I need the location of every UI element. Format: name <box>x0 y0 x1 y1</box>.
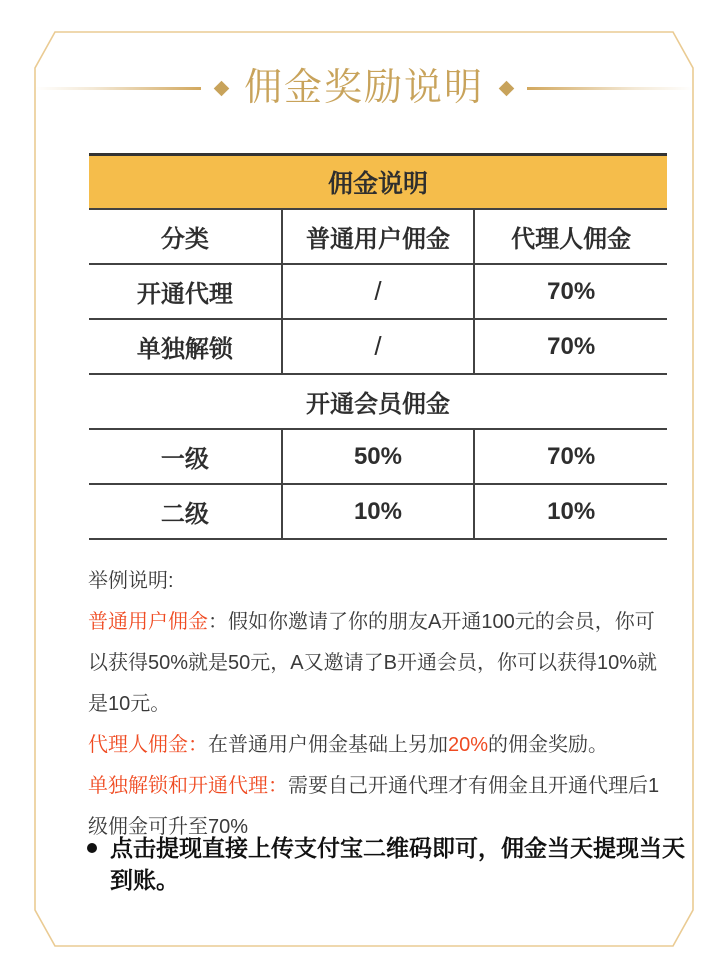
col-header-normal-user: 普通用户佣金 <box>282 209 475 264</box>
table-row <box>89 429 667 484</box>
withdraw-note <box>87 832 687 896</box>
title-divider-right <box>527 87 693 90</box>
row-open-agent-normal: / <box>282 264 475 319</box>
table-row <box>89 264 667 319</box>
row-level2-label: 二级 <box>89 484 282 539</box>
col-header-category: 分类 <box>89 209 282 264</box>
row-level2-agent: 10% <box>547 497 596 525</box>
row-open-agent-agent: 70% <box>547 277 596 305</box>
example-agent-text1: 在普通用户佣金基础上另加 <box>208 734 448 756</box>
commission-table <box>89 153 667 540</box>
examples-heading: 举例说明: <box>88 570 174 592</box>
table-row <box>89 319 667 374</box>
example-agent <box>88 725 672 766</box>
example-normal-user-colon: ： <box>208 611 228 633</box>
row-open-agent-label: 开通代理 <box>89 264 282 319</box>
title-divider-left <box>35 87 201 90</box>
section-header-row <box>89 374 667 429</box>
table-row <box>89 484 667 539</box>
row-unlock-normal: / <box>282 319 475 374</box>
row-unlock-agent: 70% <box>547 332 596 360</box>
diamond-icon <box>499 80 515 96</box>
row-level1-agent: 70% <box>547 442 596 470</box>
example-unlock-text: 需要自己开通代理才有佣金且开通代理后1级佣金可升至70% <box>88 775 660 838</box>
diamond-icon <box>214 80 230 96</box>
section-header-member-commission: 开通会员佣金 <box>306 391 450 418</box>
page-title: 佣金奖励说明 <box>244 67 485 109</box>
table-title: 佣金说明 <box>89 155 667 210</box>
bullet-icon <box>87 843 97 853</box>
row-level1-label: 一级 <box>89 429 282 484</box>
col-header-agent: 代理人佣金 <box>511 226 632 253</box>
withdraw-note-text: 点击提现直接上传支付宝二维码即可，佣金当天提现当天到账。 <box>110 835 685 893</box>
example-normal-user <box>88 602 672 725</box>
examples-section <box>88 561 672 848</box>
example-normal-user-label: 普通用户佣金 <box>88 611 208 633</box>
title-bar <box>35 62 693 114</box>
example-agent-highlight: 20% <box>448 734 489 756</box>
row-unlock-label: 单独解锁 <box>89 319 282 374</box>
example-agent-label: 代理人佣金： <box>88 734 208 756</box>
row-level2-normal: 10% <box>282 484 475 539</box>
example-normal-user-text: 假如你邀请了你的朋友A开通100元的会员，你可以获得50%就是50元，A又邀请了B开通会员，你可以获得10%就是10元。 <box>88 611 657 715</box>
column-header-row <box>89 209 667 264</box>
table-header-row <box>89 155 667 210</box>
example-unlock-label: 单独解锁和开通代理： <box>88 775 288 797</box>
example-agent-text2: 的佣金奖励。 <box>488 734 609 756</box>
row-level1-normal: 50% <box>282 429 475 484</box>
